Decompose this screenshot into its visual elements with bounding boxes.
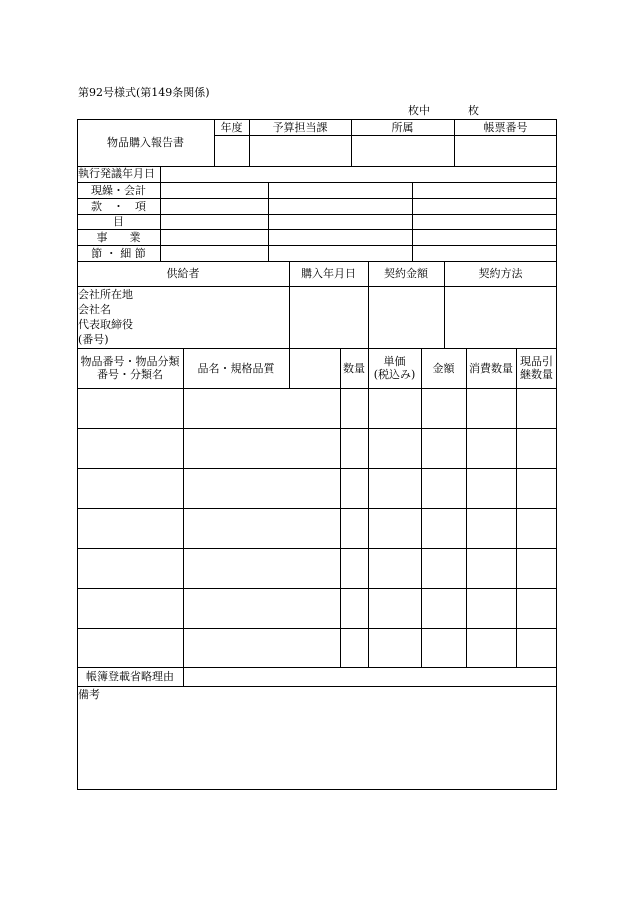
execution-date-label: 執行発議年月日 <box>78 167 155 180</box>
form-number: 第92号様式(第149条関係) <box>78 86 210 99</box>
omission-reason-field[interactable] <box>184 668 556 685</box>
phone-number-label: (番号) <box>78 333 109 346</box>
carryover-header-line2: 継数量 <box>520 368 553 381</box>
budget-section-label: 予算担当課 <box>272 120 328 134</box>
supplier-header: 供給者 <box>166 267 200 280</box>
contract-amount-field[interactable] <box>369 287 443 347</box>
table-row[interactable] <box>78 629 556 666</box>
page-of-label: 枚中 <box>408 104 430 117</box>
contract-method-label: 契約方法 <box>478 267 523 280</box>
table-row[interactable] <box>78 389 556 427</box>
exec-row-3-label: 目 <box>113 215 124 228</box>
company-address-label: 会社所在地 <box>78 288 133 301</box>
item-number-header-line1: 物品番号・物品分類 <box>80 355 180 368</box>
purchase-date-label: 購入年月日 <box>301 267 356 280</box>
table-row[interactable] <box>78 509 556 547</box>
remarks-label: 備考 <box>78 688 100 701</box>
unit-price-header-line2: (税込み) <box>373 368 416 381</box>
sheet-label: 枚 <box>468 104 479 117</box>
item-number-header <box>77 348 183 388</box>
table-row[interactable] <box>78 429 556 467</box>
representative-label: 代表取締役 <box>78 318 133 331</box>
form-title: 物品購入報告書 <box>107 136 184 149</box>
ledger-number-label: 帳票番号 <box>483 120 528 134</box>
carryover-quantity-header <box>516 348 557 388</box>
quantity-header: 数量 <box>343 361 365 375</box>
table-row[interactable] <box>78 589 556 627</box>
exec-row-4-label: 事 業 <box>96 230 141 244</box>
item-number-header-line2: 番号・分類名 <box>97 368 163 381</box>
name-spec-header: 品名・規格品質 <box>197 361 275 375</box>
department-field[interactable] <box>352 136 453 165</box>
execution-date-field[interactable] <box>161 167 556 181</box>
ledger-number-field[interactable] <box>455 136 556 165</box>
contract-method-field[interactable] <box>445 287 556 347</box>
exec-row-5-label: 節 ・ 細 節 <box>91 246 146 260</box>
amount-header: 金額 <box>432 361 455 375</box>
department-label: 所属 <box>391 120 414 134</box>
exec-row-1-label: 現繰・会計 <box>91 183 146 197</box>
consumed-quantity-header: 消費数量 <box>469 361 513 375</box>
contract-amount-label: 契約金額 <box>384 267 428 280</box>
unit-price-header <box>368 348 421 388</box>
unit-price-header-line1: 単価 <box>383 355 406 368</box>
fiscal-year-label: 年度 <box>220 120 243 134</box>
exec-row-2-label: 款 ・ 項 <box>91 199 146 213</box>
table-row[interactable] <box>78 469 556 507</box>
omission-reason-label: 帳簿登載省略理由 <box>86 670 174 683</box>
remarks-field[interactable] <box>78 702 556 789</box>
table-row[interactable] <box>78 549 556 587</box>
purchase-date-field[interactable] <box>290 287 367 347</box>
carryover-header-line1: 現品引 <box>520 355 553 368</box>
fiscal-year-field[interactable] <box>215 136 248 165</box>
company-name-label: 会社名 <box>78 303 111 316</box>
budget-section-field[interactable] <box>250 136 350 165</box>
